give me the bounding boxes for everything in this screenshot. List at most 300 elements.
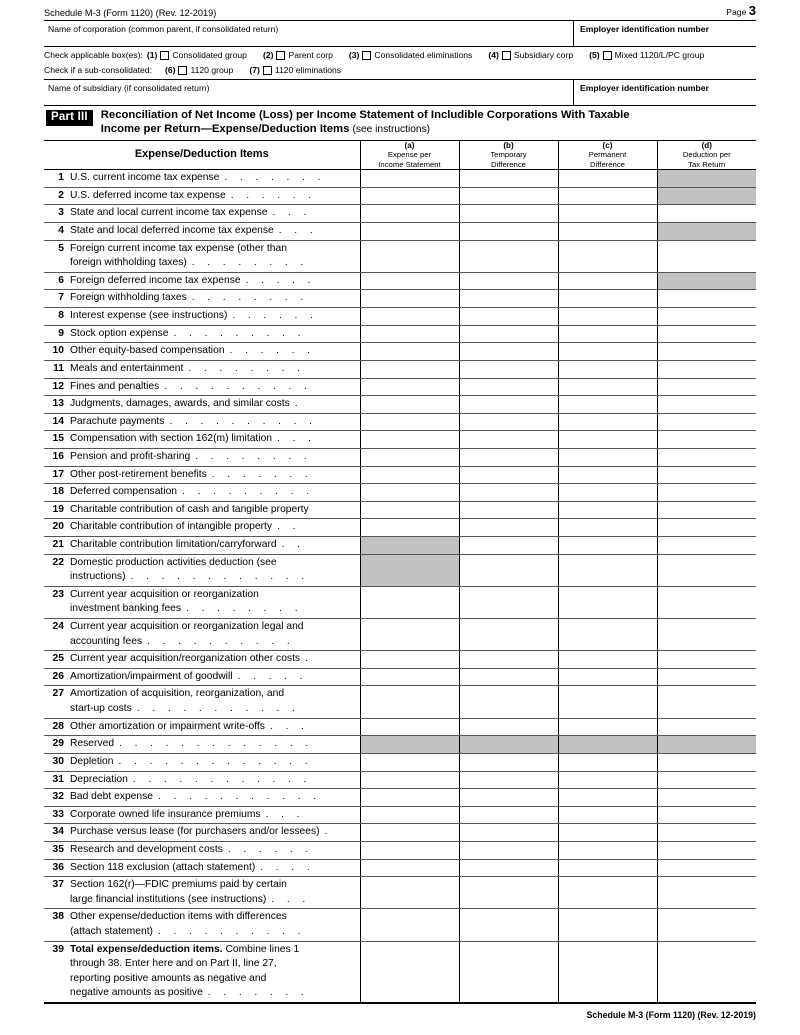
cell-line-7-col-a[interactable] <box>360 290 459 308</box>
table-row <box>44 501 756 519</box>
leader-dots: . . . . . . . . <box>195 450 312 462</box>
leader-dots: . . . . . . . . . . . <box>136 703 300 715</box>
cell-line-19-col-d[interactable] <box>657 501 756 519</box>
table-row <box>44 718 756 736</box>
checkbox-item-5[interactable] <box>589 50 704 60</box>
table-row <box>44 941 756 1002</box>
line-item-description <box>44 877 360 909</box>
leader-dots: . . . . . . . . . <box>182 486 314 498</box>
cell-line-18-col-d[interactable] <box>657 484 756 502</box>
line-text: Total expense/deduction items. Combine lines 1 through 38. Enter here and on Part II, line 27, reporting positive amounts as negative and negative amounts as positive . . . . . . . <box>70 943 309 999</box>
cell-line-6-col-c[interactable] <box>558 272 657 290</box>
cell-line-24-col-d[interactable] <box>657 619 756 651</box>
cell-line-8-col-c[interactable] <box>558 308 657 326</box>
cell-line-32-col-b[interactable] <box>459 789 558 807</box>
cell-line-30-col-b[interactable] <box>459 753 558 771</box>
cell-line-9-col-b[interactable] <box>459 325 558 343</box>
part-iii-badge: Part III <box>46 110 93 126</box>
table-row <box>44 736 756 754</box>
cell-line-15-col-a[interactable] <box>360 431 459 449</box>
cell-line-9-col-d[interactable] <box>657 325 756 343</box>
cell-line-24-col-c[interactable] <box>558 619 657 651</box>
table-row <box>44 806 756 824</box>
form-page <box>44 0 756 1020</box>
cell-line-29-col-c <box>558 736 657 754</box>
cell-line-5-col-c[interactable] <box>558 240 657 272</box>
checkbox-item-2[interactable] <box>263 50 333 60</box>
line-text: Current year acquisition/reorganization other costs . <box>70 653 313 665</box>
part-iii-banner <box>44 106 756 141</box>
leader-dots: . . . . . . <box>229 345 315 357</box>
column-header-d <box>657 141 756 170</box>
table-row <box>44 431 756 449</box>
expense-deduction-table <box>44 141 756 1003</box>
cell-line-15-col-c[interactable] <box>558 431 657 449</box>
line-item-description <box>44 736 360 754</box>
line-text: Deferred compensation . . . . . . . . . <box>70 486 314 498</box>
table-row <box>44 877 756 909</box>
line-number: 4 <box>58 225 64 237</box>
line-item-description <box>44 806 360 824</box>
cell-line-34-col-c[interactable] <box>558 824 657 842</box>
leader-dots: . . . . . . . . . . . . <box>130 571 309 583</box>
cell-line-17-col-c[interactable] <box>558 466 657 484</box>
checkbox-item-4[interactable] <box>488 50 573 60</box>
cell-line-20-col-b[interactable] <box>459 519 558 537</box>
cell-line-31-col-d[interactable] <box>657 771 756 789</box>
cell-line-8-col-b[interactable] <box>459 308 558 326</box>
cell-line-25-col-c[interactable] <box>558 651 657 669</box>
cell-line-32-col-a[interactable] <box>360 789 459 807</box>
part-iii-title <box>101 109 634 137</box>
checkbox-label-2: Parent corp <box>288 50 333 60</box>
table-row <box>44 413 756 431</box>
cell-line-39-col-c[interactable] <box>558 941 657 1002</box>
cell-line-20-col-c[interactable] <box>558 519 657 537</box>
line-text: Section 162(r)—FDIC premiums paid by certain large financial institutions (see instructions) . . . <box>70 879 310 905</box>
cell-line-28-col-d[interactable] <box>657 718 756 736</box>
cell-line-24-col-b[interactable] <box>459 619 558 651</box>
checkbox-label-1: Consolidated group <box>172 50 247 60</box>
part-iii-title-line2: Income per Return—Expense/Deduction Items <box>100 122 350 135</box>
checkbox-label-6: 1120 group <box>190 65 234 75</box>
cell-line-4-col-a[interactable] <box>360 223 459 241</box>
line-number: 24 <box>52 621 64 633</box>
cell-line-28-col-a[interactable] <box>360 718 459 736</box>
line-item-description <box>44 909 360 941</box>
cell-line-18-col-b[interactable] <box>459 484 558 502</box>
cell-line-34-col-a[interactable] <box>360 824 459 842</box>
cell-line-14-col-a[interactable] <box>360 413 459 431</box>
leader-dots: . . . . . . . . . . . . . <box>118 755 313 767</box>
cell-line-24-col-a[interactable] <box>360 619 459 651</box>
cell-line-21-col-b[interactable] <box>459 537 558 555</box>
cell-line-36-col-c[interactable] <box>558 859 657 877</box>
line-number: 32 <box>52 791 64 803</box>
line-item-description <box>44 824 360 842</box>
table-row <box>44 686 756 718</box>
line-item-description <box>44 668 360 686</box>
cell-line-6-col-a[interactable] <box>360 272 459 290</box>
line-item-description <box>44 413 360 431</box>
line-item-description <box>44 537 360 555</box>
cell-line-27-col-c[interactable] <box>558 686 657 718</box>
column-line2-a: Income Statement <box>378 159 441 169</box>
column-line2-b: Difference <box>491 159 526 169</box>
line-text: Foreign deferred income tax expense . . . . . <box>70 274 315 286</box>
cell-line-25-col-d[interactable] <box>657 651 756 669</box>
table-row <box>44 205 756 223</box>
cell-line-4-col-c[interactable] <box>558 223 657 241</box>
cell-line-22-col-b[interactable] <box>459 554 558 586</box>
cell-line-19-col-b[interactable] <box>459 501 558 519</box>
cell-line-34-col-d[interactable] <box>657 824 756 842</box>
cell-line-19-col-a[interactable] <box>360 501 459 519</box>
ein-field-2[interactable] <box>574 80 756 105</box>
line-text: Bad debt expense . . . . . . . . . . . <box>70 791 321 803</box>
cell-line-33-col-b[interactable] <box>459 806 558 824</box>
cell-line-30-col-c[interactable] <box>558 753 657 771</box>
cell-line-17-col-b[interactable] <box>459 466 558 484</box>
name-of-corporation-field[interactable] <box>44 21 574 46</box>
line-item-description <box>44 308 360 326</box>
cell-line-4-col-b[interactable] <box>459 223 558 241</box>
cell-line-27-col-d[interactable] <box>657 686 756 718</box>
cell-line-16-col-d[interactable] <box>657 448 756 466</box>
cell-line-33-col-c[interactable] <box>558 806 657 824</box>
cell-line-3-col-d[interactable] <box>657 205 756 223</box>
checkbox-item-7[interactable] <box>249 65 341 75</box>
line-text: Depreciation . . . . . . . . . . . . <box>70 773 311 785</box>
cell-line-10-col-d[interactable] <box>657 343 756 361</box>
cell-line-14-col-d[interactable] <box>657 413 756 431</box>
cell-line-26-col-c[interactable] <box>558 668 657 686</box>
leader-dots: . . . . . . . <box>224 172 325 184</box>
line-text: Judgments, damages, awards, and similar costs . <box>70 398 303 410</box>
subsidiary-name-row <box>44 80 756 106</box>
checkbox-7[interactable] <box>263 66 272 75</box>
line-item-description <box>44 718 360 736</box>
cell-line-21-col-a <box>360 537 459 555</box>
cell-line-36-col-d[interactable] <box>657 859 756 877</box>
line-item-description <box>44 771 360 789</box>
cell-line-38-col-b[interactable] <box>459 909 558 941</box>
cell-line-2-col-b[interactable] <box>459 187 558 205</box>
line-item-description <box>44 519 360 537</box>
line-item-description <box>44 941 360 1002</box>
line-text: Compensation with section 162(m) limitation . . . <box>70 433 316 445</box>
table-row <box>44 308 756 326</box>
line-number: 22 <box>52 556 64 568</box>
leader-dots: . . . . . . . . . . <box>164 380 312 392</box>
cell-line-1-col-c[interactable] <box>558 170 657 188</box>
line-item-description <box>44 554 360 586</box>
column-line1-a: Expense per <box>387 150 432 160</box>
cell-line-13-col-d[interactable] <box>657 396 756 414</box>
line-text: Interest expense (see instructions) . . . . . . <box>70 310 318 322</box>
line-text-bold: Total expense/deduction items. <box>70 943 223 955</box>
line-text: Other amortization or impairment write-offs . . . <box>70 720 309 732</box>
cell-line-3-col-a[interactable] <box>360 205 459 223</box>
table-row <box>44 554 756 586</box>
cell-line-5-col-a[interactable] <box>360 240 459 272</box>
cell-line-38-col-c[interactable] <box>558 909 657 941</box>
cell-line-8-col-d[interactable] <box>657 308 756 326</box>
line-item-description <box>44 448 360 466</box>
checkbox-3[interactable] <box>362 51 371 60</box>
cell-line-17-col-d[interactable] <box>657 466 756 484</box>
line-item-description <box>44 484 360 502</box>
cell-line-39-col-d[interactable] <box>657 941 756 1002</box>
table-row <box>44 187 756 205</box>
cell-line-21-col-c[interactable] <box>558 537 657 555</box>
line-number: 27 <box>52 688 64 700</box>
line-text: Current year acquisition or reorganization investment banking fees . . . . . . . . <box>70 588 302 615</box>
leader-dots: . . . . . . <box>227 843 313 855</box>
name-of-subsidiary-label: Name of subsidiary (if consolidated return) <box>48 83 210 93</box>
column-header-a <box>360 141 459 170</box>
cell-line-17-col-a[interactable] <box>360 466 459 484</box>
leader-dots: . . . . . . . . <box>191 292 308 304</box>
line-item-description <box>44 272 360 290</box>
checkbox-6[interactable] <box>178 66 187 75</box>
checkbox-2[interactable] <box>276 51 285 60</box>
cell-line-31-col-b[interactable] <box>459 771 558 789</box>
table-row <box>44 519 756 537</box>
line-number: 21 <box>52 539 64 550</box>
cell-line-35-col-c[interactable] <box>558 841 657 859</box>
cell-line-38-col-d[interactable] <box>657 909 756 941</box>
cell-line-9-col-a[interactable] <box>360 325 459 343</box>
leader-dots: . . <box>277 521 300 533</box>
cell-line-37-col-d[interactable] <box>657 877 756 909</box>
leader-dots: . . . . . . . . . . . . . <box>119 738 313 750</box>
table-row <box>44 753 756 771</box>
leader-dots: . . . <box>278 225 318 237</box>
checkbox-4[interactable] <box>502 51 511 60</box>
column-line1-b: Temporary <box>490 150 527 160</box>
cell-line-22-col-d[interactable] <box>657 554 756 586</box>
checkbox-5[interactable] <box>603 51 612 60</box>
cell-line-20-col-d[interactable] <box>657 519 756 537</box>
line-number: 9 <box>58 327 64 339</box>
checkbox-label-4: Subsidiary corp <box>513 50 574 60</box>
line-text: State and local deferred income tax expense . . . <box>70 225 318 237</box>
line-text: Depletion . . . . . . . . . . . . . <box>70 755 313 767</box>
cell-line-12-col-c[interactable] <box>558 378 657 396</box>
ein-field-1[interactable] <box>574 21 756 46</box>
checkbox-item-3[interactable] <box>349 50 472 60</box>
table-row <box>44 651 756 669</box>
line-text: Amortization of acquisition, reorganization, and start-up costs . . . . . . . . . . . <box>70 688 300 715</box>
cell-line-23-col-d[interactable] <box>657 586 756 618</box>
cell-line-9-col-c[interactable] <box>558 325 657 343</box>
cell-line-12-col-a[interactable] <box>360 378 459 396</box>
cell-line-37-col-b[interactable] <box>459 877 558 909</box>
checkbox-item-1[interactable] <box>147 50 247 60</box>
cell-line-20-col-a[interactable] <box>360 519 459 537</box>
cell-line-39-col-a[interactable] <box>360 941 459 1002</box>
cell-line-33-col-a[interactable] <box>360 806 459 824</box>
cell-line-13-col-b[interactable] <box>459 396 558 414</box>
line-number: 5 <box>58 242 64 254</box>
column-line1-d: Deduction per <box>682 150 731 160</box>
line-text: Charitable contribution of cash and tangible property <box>70 503 309 515</box>
leader-dots: . . . . . . . . <box>186 603 302 615</box>
form-footer: Schedule M-3 (Form 1120) (Rev. 12-2019) <box>586 1010 756 1021</box>
checkbox-number-1: (1) <box>146 50 158 60</box>
line-number: 36 <box>52 861 64 873</box>
cell-line-7-col-c[interactable] <box>558 290 657 308</box>
cell-line-21-col-d[interactable] <box>657 537 756 555</box>
cell-line-15-col-d[interactable] <box>657 431 756 449</box>
leader-dots: . . . <box>271 893 310 905</box>
cell-line-11-col-d[interactable] <box>657 360 756 378</box>
cell-line-31-col-a[interactable] <box>360 771 459 789</box>
cell-line-36-col-b[interactable] <box>459 859 558 877</box>
cell-line-14-col-c[interactable] <box>558 413 657 431</box>
cell-line-10-col-b[interactable] <box>459 343 558 361</box>
cell-line-39-col-b[interactable] <box>459 941 558 1002</box>
table-row <box>44 325 756 343</box>
cell-line-26-col-a[interactable] <box>360 668 459 686</box>
cell-line-22-col-c[interactable] <box>558 554 657 586</box>
cell-line-25-col-a[interactable] <box>360 651 459 669</box>
cell-line-27-col-a[interactable] <box>360 686 459 718</box>
cell-line-7-col-b[interactable] <box>459 290 558 308</box>
cell-line-16-col-c[interactable] <box>558 448 657 466</box>
cell-line-34-col-b[interactable] <box>459 824 558 842</box>
check-applicable-boxes-row <box>44 47 756 62</box>
cell-line-12-col-d[interactable] <box>657 378 756 396</box>
table-row <box>44 789 756 807</box>
cell-line-33-col-d[interactable] <box>657 806 756 824</box>
cell-line-29-col-b <box>459 736 558 754</box>
checkbox-item-6[interactable] <box>165 65 233 75</box>
cell-line-13-col-a[interactable] <box>360 396 459 414</box>
cell-line-28-col-b[interactable] <box>459 718 558 736</box>
cell-line-13-col-c[interactable] <box>558 396 657 414</box>
cell-line-23-col-c[interactable] <box>558 586 657 618</box>
cell-line-28-col-c[interactable] <box>558 718 657 736</box>
cell-line-23-col-b[interactable] <box>459 586 558 618</box>
cell-line-35-col-a[interactable] <box>360 841 459 859</box>
leader-dots: . . . <box>277 433 316 445</box>
cell-line-11-col-c[interactable] <box>558 360 657 378</box>
table-row <box>44 396 756 414</box>
cell-line-32-col-d[interactable] <box>657 789 756 807</box>
table-row <box>44 466 756 484</box>
cell-line-26-col-d[interactable] <box>657 668 756 686</box>
leader-dots: . . . <box>265 808 304 820</box>
cell-line-6-col-b[interactable] <box>459 272 558 290</box>
table-row <box>44 668 756 686</box>
cell-line-5-col-b[interactable] <box>459 240 558 272</box>
line-text: Pension and profit-sharing . . . . . . . . <box>70 450 312 462</box>
leader-dots: . . . . . . . . . . <box>157 926 305 938</box>
column-line1-c: Permanent <box>588 150 627 160</box>
cell-line-23-col-a[interactable] <box>360 586 459 618</box>
cell-line-5-col-d[interactable] <box>657 240 756 272</box>
line-item-description <box>44 586 360 618</box>
cell-line-36-col-a[interactable] <box>360 859 459 877</box>
cell-line-37-col-c[interactable] <box>558 877 657 909</box>
cell-line-11-col-a[interactable] <box>360 360 459 378</box>
line-item-description <box>44 343 360 361</box>
cell-line-30-col-a[interactable] <box>360 753 459 771</box>
line-number: 28 <box>52 720 64 732</box>
cell-line-18-col-a[interactable] <box>360 484 459 502</box>
table-row <box>44 272 756 290</box>
cell-line-10-col-c[interactable] <box>558 343 657 361</box>
cell-line-15-col-b[interactable] <box>459 431 558 449</box>
cell-line-35-col-b[interactable] <box>459 841 558 859</box>
table-row <box>44 290 756 308</box>
cell-line-29-col-d <box>657 736 756 754</box>
line-text: State and local current income tax expense . . . <box>70 207 311 219</box>
cell-line-14-col-b[interactable] <box>459 413 558 431</box>
table-row <box>44 484 756 502</box>
line-number: 6 <box>58 274 64 286</box>
cell-line-10-col-a[interactable] <box>360 343 459 361</box>
cell-line-32-col-c[interactable] <box>558 789 657 807</box>
line-number: 23 <box>52 588 64 600</box>
line-item-description <box>44 841 360 859</box>
leader-dots: . . . <box>272 207 311 219</box>
table-column-header-row <box>44 141 756 170</box>
line-text: Fines and penalties . . . . . . . . . . <box>70 380 312 392</box>
cell-line-31-col-c[interactable] <box>558 771 657 789</box>
cell-line-19-col-c[interactable] <box>558 501 657 519</box>
part-iii-title-note: (see instructions) <box>352 123 431 135</box>
line-item-description <box>44 859 360 877</box>
cell-line-25-col-b[interactable] <box>459 651 558 669</box>
cell-line-18-col-c[interactable] <box>558 484 657 502</box>
cell-line-37-col-a[interactable] <box>360 877 459 909</box>
line-item-description <box>44 501 360 519</box>
cell-line-27-col-b[interactable] <box>459 686 558 718</box>
table-row <box>44 170 756 188</box>
cell-line-3-col-c[interactable] <box>558 205 657 223</box>
cell-line-16-col-b[interactable] <box>459 448 558 466</box>
cell-line-2-col-c[interactable] <box>558 187 657 205</box>
line-number: 8 <box>58 310 64 322</box>
checkbox-1[interactable] <box>160 51 169 60</box>
line-text: Parachute payments . . . . . . . . . . <box>70 415 317 427</box>
leader-dots: . . . <box>269 720 309 732</box>
cell-line-38-col-a[interactable] <box>360 909 459 941</box>
cell-line-7-col-d[interactable] <box>657 290 756 308</box>
cell-line-1-col-a[interactable] <box>360 170 459 188</box>
cell-line-16-col-a[interactable] <box>360 448 459 466</box>
cell-line-35-col-d[interactable] <box>657 841 756 859</box>
cell-line-30-col-d[interactable] <box>657 753 756 771</box>
cell-line-1-col-b[interactable] <box>459 170 558 188</box>
line-text: Other post-retirement benefits . . . . . . . <box>70 468 313 480</box>
cell-line-12-col-b[interactable] <box>459 378 558 396</box>
cell-line-3-col-b[interactable] <box>459 205 558 223</box>
cell-line-8-col-a[interactable] <box>360 308 459 326</box>
check-applicable-label: Check applicable box(es): <box>44 50 143 60</box>
cell-line-2-col-a[interactable] <box>360 187 459 205</box>
line-number: 2 <box>58 189 64 201</box>
cell-line-11-col-b[interactable] <box>459 360 558 378</box>
name-of-subsidiary-field[interactable] <box>44 80 574 105</box>
leader-dots: . . . . . . . . . . . <box>158 791 321 803</box>
cell-line-26-col-b[interactable] <box>459 668 558 686</box>
leader-dots: . <box>324 826 332 838</box>
cell-line-4-col-d <box>657 223 756 241</box>
